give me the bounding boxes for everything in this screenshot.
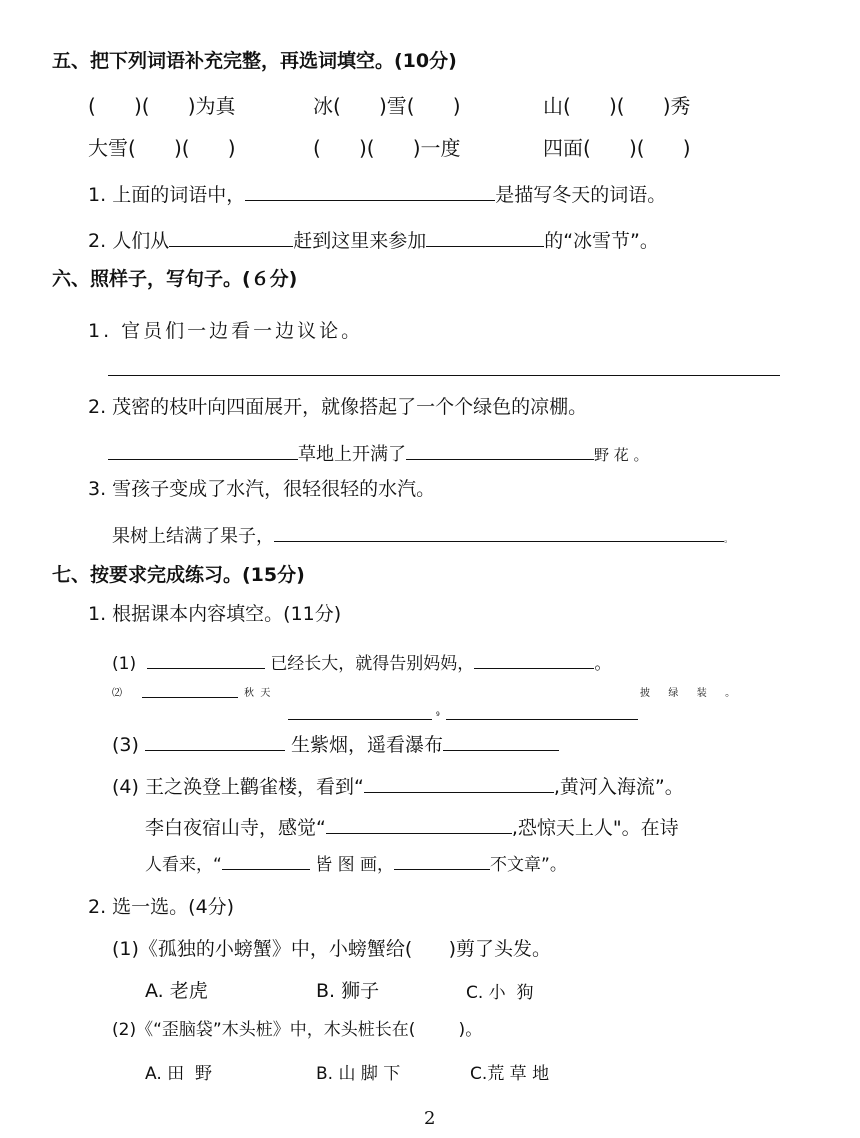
s7-p1-item-2-comma: 9 [436,711,440,718]
s6-example-3: 3. 雪孩子变成了水汽，很轻很轻的水汽。 [88,478,436,500]
answer-line[interactable] [446,719,638,720]
option-c[interactable]: C. 小 狗 [466,983,534,1003]
question-text: 人们从 [112,229,170,252]
answer-blank[interactable] [474,650,594,669]
word-item: 冰( )雪( ) [313,94,461,118]
question-number: 2. [88,229,107,252]
item-text: 李白夜宿山寺，感觉“ [145,816,326,839]
s7-p2-question-1: (1)《孤独的小螃蟹》中，小螃蟹给( )剪了头发。 [112,938,551,960]
answer-blank[interactable] [245,180,495,201]
answer-text: 草地上开满了 [298,443,406,465]
s7-p1-item-2-text: 秋 天 [244,688,271,699]
item-number: (4) [112,775,139,798]
word-item: 大雪( )( ) [88,136,236,160]
answer-blank[interactable] [108,440,298,460]
item-text: 人看来，“ [145,854,222,875]
answer-line[interactable] [108,375,780,376]
s7-p1-item-4-line-3 [145,851,567,874]
answer-blank[interactable] [145,730,285,751]
question-text: 赶到这里来参加 [293,229,427,252]
option-b[interactable]: B. 狮子 [316,980,380,1002]
item-text: 生紫烟，遥看瀑布 [291,733,444,756]
s6-answer-3 [112,522,733,546]
s7-p1-item-3 [112,730,559,755]
item-text: 王之涣登上鹳雀楼，看到“ [144,775,364,798]
item-text: ,黄河入海流”。 [553,775,684,798]
question-text: 是描写冬天的词语。 [495,183,667,206]
answer-line[interactable] [288,719,432,720]
section-5-title: 五、把下列词语补充完整，再选词填空。(10分) [52,50,457,72]
answer-text: 果树上结满了果子， [112,525,274,547]
item-text: 。 [594,653,612,674]
word-item: ( )( )一度 [313,136,461,160]
s7-part-1-title: 1. 根据课本内容填空。(11分) [88,603,342,625]
s7-part-2-title: 2. 选一选。(4分) [88,896,235,918]
answer-blank[interactable] [364,772,554,793]
s7-p2-question-2: (2)《“歪脑袋”木头桩》中，木头桩长在( )。 [112,1020,483,1040]
s7-p1-item-2-number: ⑵ [112,688,122,699]
s6-answer-2 [108,440,649,464]
answer-blank[interactable] [406,440,594,460]
question-text: 上面的词语中， [112,183,246,206]
option-a[interactable]: A. 田 野 [145,1064,212,1084]
item-text: 不文章”。 [490,854,567,875]
answer-blank[interactable] [147,650,265,669]
item-number: (1) [112,653,137,674]
answer-blank[interactable] [443,730,559,751]
word-item: ( )( )为真 [88,94,236,118]
question-number: 1. [88,183,107,206]
item-number: (3) [112,733,139,756]
answer-line[interactable] [142,697,238,698]
answer-blank[interactable] [274,522,724,542]
s7-p1-item-1 [112,650,611,673]
section-7-title: 七、按要求完成练习。(15分) [52,564,305,586]
page-number: 2 [424,1108,436,1129]
item-text: 已经长大，就得告别妈妈， [270,653,475,674]
s7-p1-item-2-end: 披 绿 装 。 [640,688,740,699]
s6-example-1: 1. 官员们一边看一边议论。 [88,320,364,342]
s6-example-2: 2. 茂密的枝叶向四面展开，就像搭起了一个个绿色的凉棚。 [88,396,588,418]
item-text: 皆 图 画， [315,854,395,875]
answer-blank[interactable] [326,813,512,834]
word-item: 山( )( )秀 [543,94,691,118]
answer-blank[interactable] [394,851,490,870]
option-b[interactable]: B. 山 脚 下 [316,1064,401,1084]
answer-blank[interactable] [426,226,544,247]
answer-text: 野 花 。 [594,445,649,464]
s7-p1-item-4-line-2 [145,813,679,838]
s5-question-1 [88,180,666,205]
word-item: 四面( )( ) [543,136,691,160]
option-a[interactable]: A. 老虎 [145,980,208,1002]
s5-question-2 [88,226,659,251]
s7-p1-item-4-line-1 [112,772,684,797]
option-c[interactable]: C.荒 草 地 [470,1064,550,1084]
answer-text: 。 [724,534,734,545]
section-6-title: 六、照样子，写句子。(６分) [52,268,298,290]
answer-blank[interactable] [169,226,293,247]
item-text: ,恐惊天上人"。在诗 [511,816,679,839]
answer-blank[interactable] [222,851,310,870]
question-text: 的“冰雪节”。 [544,229,659,252]
